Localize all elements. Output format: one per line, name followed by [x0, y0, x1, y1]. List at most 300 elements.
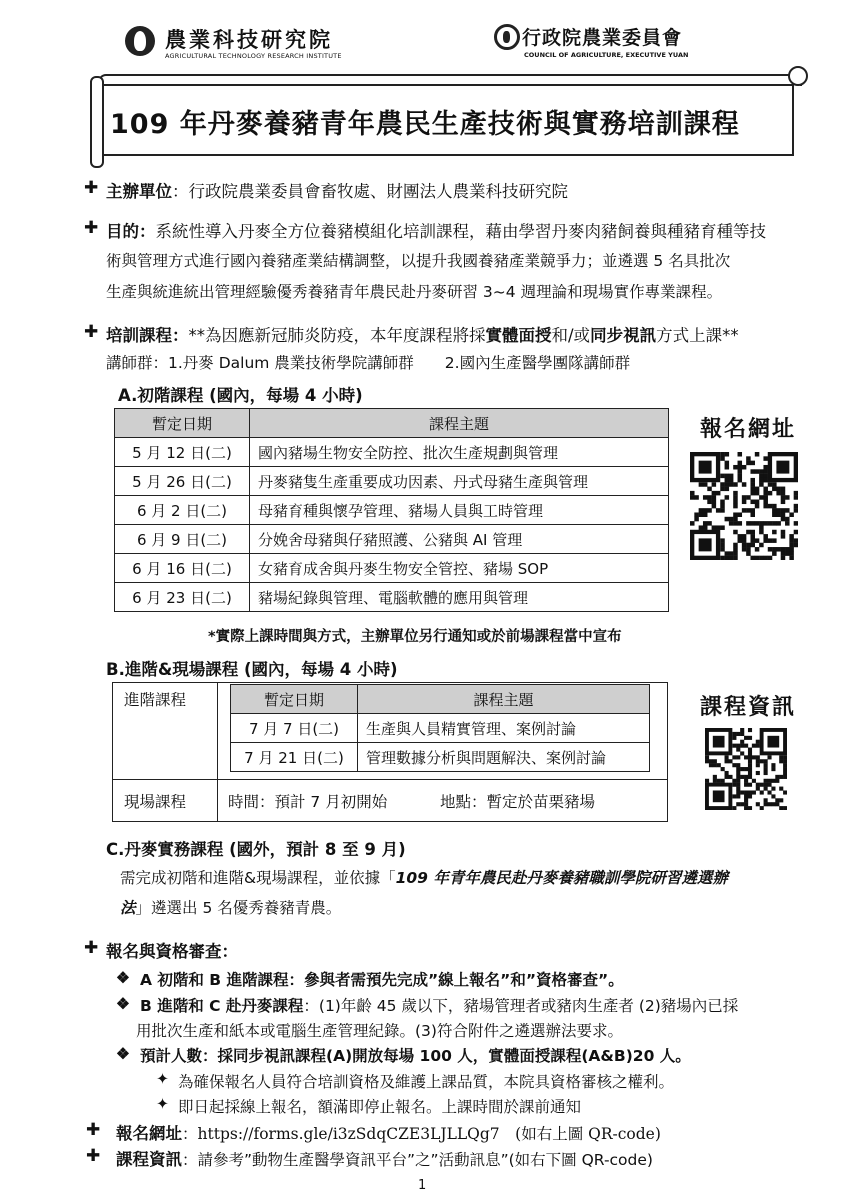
qr-module — [763, 465, 768, 470]
qr-module — [703, 525, 708, 530]
qr-module — [759, 525, 764, 530]
qr-module — [750, 491, 755, 496]
qr-finder-pattern — [713, 790, 725, 802]
qr-module — [736, 732, 740, 736]
qr-module — [738, 478, 743, 483]
qr-module — [729, 551, 734, 556]
qr-module — [733, 504, 738, 509]
table-row — [115, 438, 669, 467]
course-date: 7 月 21 日(二) — [231, 743, 358, 772]
course-a-date-header: 暫定日期 — [115, 409, 250, 438]
qr-module — [752, 790, 756, 794]
qr-module — [690, 521, 695, 526]
qr-module — [750, 500, 755, 505]
qr-module — [755, 556, 760, 560]
qr-module — [712, 482, 717, 487]
qr-module — [781, 534, 786, 539]
qr-module — [783, 806, 787, 810]
page-number: 1 — [418, 1178, 427, 1193]
qr-module — [767, 790, 771, 794]
qr-module — [725, 452, 730, 457]
qr-module — [725, 759, 729, 763]
qr-module — [742, 508, 747, 513]
qr-module — [736, 763, 740, 767]
qr-module — [789, 556, 794, 560]
qr-module — [771, 779, 775, 783]
qr-module — [750, 530, 755, 535]
qr-module — [720, 547, 725, 552]
qr-module — [732, 783, 736, 787]
qr-module — [720, 556, 725, 560]
coa-logo — [494, 22, 734, 64]
training-label: 培訓課程： — [106, 326, 189, 345]
qr-module — [789, 512, 794, 517]
qr-module — [776, 491, 781, 496]
qr-module — [750, 469, 755, 474]
qr-module — [750, 478, 755, 483]
qr-module — [756, 744, 760, 748]
table-row — [231, 714, 650, 743]
qr-module — [725, 465, 730, 470]
qr-module — [785, 517, 790, 522]
qr-module — [744, 744, 748, 748]
qr-module — [756, 787, 760, 791]
qr-module — [767, 802, 771, 806]
qr-module — [732, 806, 736, 810]
qr-module — [748, 755, 752, 759]
qr-module — [744, 767, 748, 771]
qr-module — [712, 525, 717, 530]
course-a-heading: A.初階課程 (國內，每場 4 小時) — [118, 386, 363, 405]
qr-module — [744, 755, 748, 759]
course-a-note: *實際上課時間與方式，主辦單位另行通知或於前場課程當中宣布 — [208, 629, 622, 645]
qr-module — [694, 517, 699, 522]
qr-module — [779, 798, 783, 802]
purpose-label: 目的： — [106, 222, 156, 241]
qr-module — [781, 547, 786, 552]
registration-item-1: A 初階和 B 進階課程：參與者需預先完成”線上報名”和”資格審查”。 — [140, 971, 624, 989]
qr-module — [750, 543, 755, 548]
qr-module — [716, 525, 721, 530]
qr-module — [748, 751, 752, 755]
qr-module — [794, 543, 798, 548]
qr-module — [699, 512, 704, 517]
qr-module — [744, 736, 748, 740]
qr-module — [752, 744, 756, 748]
qr-module — [752, 755, 756, 759]
qr-module — [772, 504, 777, 509]
qr-module — [768, 538, 773, 543]
organizer-line — [106, 178, 568, 202]
qr-module — [772, 487, 777, 492]
qr-module — [713, 759, 717, 763]
qr-module — [779, 806, 783, 810]
qr-module — [720, 456, 725, 461]
qr-module — [763, 538, 768, 543]
qr-module — [736, 783, 740, 787]
qr-module — [771, 794, 775, 798]
qr-module — [721, 767, 725, 771]
qr-module — [707, 521, 712, 526]
qr-module — [699, 482, 704, 487]
qr-module — [712, 495, 717, 500]
qr-module — [771, 767, 775, 771]
qr-module — [748, 794, 752, 798]
qr-module — [694, 495, 699, 500]
course-topic: 國內豬場生物安全防控、批次生產規劃與管理 — [250, 438, 669, 467]
info-text: ：請參考”動物生產醫學資訊平台”之”活動訊息”(如右下圖 QR-code) — [182, 1151, 653, 1169]
qr-module — [733, 495, 738, 500]
table-row — [115, 583, 669, 612]
qr-module — [729, 521, 734, 526]
qr-module — [707, 487, 712, 492]
course-topic: 分娩舍母豬與仔豬照護、公豬與 AI 管理 — [250, 525, 669, 554]
course-topic: 女豬育成舍與丹麥生物安全管控、豬場 SOP — [250, 554, 669, 583]
qr-module — [705, 779, 709, 783]
qr-module — [772, 538, 777, 543]
qr-module — [742, 482, 747, 487]
course-date: 6 月 9 日(二) — [115, 525, 250, 554]
qr-module — [760, 783, 764, 787]
qr-module — [740, 802, 744, 806]
qr-module — [720, 452, 725, 457]
qr-module — [744, 806, 748, 810]
coa-english-name: COUNCIL OF AGRICULTURE, EXECUTIVE YUAN — [524, 51, 689, 59]
qr-module — [768, 491, 773, 496]
qr-module — [709, 763, 713, 767]
registration-heading: 報名與資格審查： — [106, 942, 238, 961]
qr-module — [756, 759, 760, 763]
qr-module — [755, 538, 760, 543]
qr-module — [736, 794, 740, 798]
qr-module — [738, 469, 743, 474]
qr-module — [738, 452, 743, 457]
signup-line — [116, 1120, 661, 1144]
qr-module — [732, 779, 736, 783]
course-c-regulation-title: 109 年青年農民赴丹麥養豬職訓學院研習遴選辦 — [395, 869, 728, 887]
qr-module — [772, 530, 777, 535]
qr-module — [776, 508, 781, 513]
qr-module — [732, 794, 736, 798]
qr-module — [740, 744, 744, 748]
course-c-regulation-title-end: 法 — [120, 899, 136, 917]
qr-module — [725, 495, 730, 500]
qr-module — [744, 798, 748, 802]
qr-module — [738, 474, 743, 479]
diamond-icon: ❖ — [116, 994, 130, 1013]
signup-bullet-icon: ✚ — [86, 1120, 101, 1140]
qr-module — [781, 491, 786, 496]
qr-module — [779, 787, 783, 791]
qr-module — [736, 771, 740, 775]
course-topic: 生產與人員精實管理、案例討論 — [358, 714, 650, 743]
qr-finder-pattern — [713, 736, 725, 748]
qr-module — [750, 508, 755, 513]
course-b-table — [230, 684, 650, 772]
registration-item-3: 預計人數：採同步視訊課程(A)開放每場 100 人，實體面授課程(A&B)20 人。 — [140, 1047, 691, 1065]
qr-module — [776, 547, 781, 552]
qr-module — [756, 763, 760, 767]
qr-module — [736, 755, 740, 759]
ati-english-name: AGRICULTURAL TECHNOLOGY RESEARCH INSTITUTE — [165, 52, 342, 60]
qr-module — [764, 759, 768, 763]
qr-module — [742, 543, 747, 548]
qr-module — [703, 512, 708, 517]
title-frame — [90, 84, 794, 156]
registration-item-2 — [140, 994, 738, 1016]
qr-module — [699, 525, 704, 530]
qr-module — [733, 551, 738, 556]
qr-module — [725, 755, 729, 759]
qr-module — [725, 482, 730, 487]
table-row — [231, 743, 650, 772]
qr-module — [794, 538, 798, 543]
qr-module — [772, 508, 777, 513]
qr-module — [736, 790, 740, 794]
ati-name: 農業科技研究院 — [165, 27, 333, 52]
qr-module — [705, 759, 709, 763]
qr-module — [759, 482, 764, 487]
qr-module — [720, 474, 725, 479]
qr-module — [783, 763, 787, 767]
qr-module — [752, 779, 756, 783]
qr-module — [740, 740, 744, 744]
course-date: 6 月 16 日(二) — [115, 554, 250, 583]
qr-module — [703, 482, 708, 487]
qr-module — [789, 534, 794, 539]
qr-module — [720, 543, 725, 548]
course-b-date-header: 暫定日期 — [231, 685, 358, 714]
qr-module — [764, 787, 768, 791]
qr-module — [713, 779, 717, 783]
qr-module — [755, 547, 760, 552]
qr-module — [785, 547, 790, 552]
table-row — [115, 496, 669, 525]
qr-module — [742, 465, 747, 470]
qr-module — [779, 759, 783, 763]
qr-module — [785, 551, 790, 556]
ati-logo — [125, 22, 355, 64]
qr-module — [720, 504, 725, 509]
qr-module — [781, 508, 786, 513]
course-c-text-post: 」遴選出 5 名優秀養豬青農。 — [135, 899, 342, 917]
qr-module — [725, 474, 730, 479]
qr-module — [746, 461, 751, 466]
training-note-pre: **為因應新冠肺炎防疫，本年度課程將採 — [188, 326, 486, 345]
qr-module — [742, 500, 747, 505]
qr-module — [733, 512, 738, 517]
diamond-icon: ❖ — [116, 1044, 130, 1063]
qr-module — [736, 744, 740, 748]
qr-module — [755, 504, 760, 509]
title-banner — [90, 70, 802, 158]
course-a-topic-header: 課程主題 — [250, 409, 669, 438]
qr-module — [742, 538, 747, 543]
registration-item-2-text: ：(1)年齡 45 歲以下，豬場管理者或豬肉生產者 (2)豬場內已採 — [303, 997, 739, 1015]
qr-module — [779, 775, 783, 779]
qr-module — [733, 465, 738, 470]
qr-module — [732, 732, 736, 736]
registration-sub-1: 為確保報名人員符合培訓資格及維護上課品質，本院具資格審核之權利。 — [178, 1073, 675, 1091]
qr-module — [712, 491, 717, 496]
lecturers-line: 講師群：1.丹麥 Dalum 農業技術學院講師群 2.國內生產醫學團隊講師群 — [106, 354, 631, 372]
signup-qr-code[interactable] — [690, 452, 798, 560]
qr-module — [763, 474, 768, 479]
qr-module — [771, 787, 775, 791]
purpose-line-3: 生產與統進統出管理經驗優秀養豬青年農民赴丹麥研習 3~4 週理論和現場實作專業課程。 — [106, 283, 723, 301]
qr-module — [789, 551, 794, 556]
course-topic: 管理數據分析與問題解決、案例討論 — [358, 743, 650, 772]
qr-module — [744, 794, 748, 798]
qr-module — [729, 478, 734, 483]
qr-module — [781, 530, 786, 535]
advanced-course-label: 進階課程 — [124, 691, 187, 709]
qr-module — [720, 508, 725, 513]
training-note-post: 方式上課** — [656, 326, 739, 345]
qr-module — [748, 783, 752, 787]
qr-module — [703, 508, 708, 513]
qr-module — [789, 547, 794, 552]
course-date: 7 月 7 日(二) — [231, 714, 358, 743]
qr-module — [783, 775, 787, 779]
qr-module — [733, 500, 738, 505]
qr-module — [783, 755, 787, 759]
qr-module — [755, 500, 760, 505]
qr-module — [740, 732, 744, 736]
registration-sub-2: 即日起採線上報名，額滿即停止報名。上課時間於課前通知 — [178, 1098, 582, 1116]
course-b-heading: B.進階&現場課程 (國內，每場 4 小時) — [106, 660, 398, 679]
qr-module — [794, 491, 798, 496]
course-c-line-2 — [120, 896, 341, 918]
qr-module — [756, 802, 760, 806]
qr-module — [746, 543, 751, 548]
qr-module — [771, 802, 775, 806]
qr-module — [748, 790, 752, 794]
info-qr-code[interactable] — [705, 728, 787, 810]
qr-module — [750, 556, 755, 560]
qr-module — [716, 508, 721, 513]
qr-module — [744, 790, 748, 794]
course-c-text-pre: 需完成初階和進階&現場課程，並依據「 — [120, 869, 396, 887]
qr-module — [733, 521, 738, 526]
qr-module — [732, 744, 736, 748]
qr-module — [742, 547, 747, 552]
qr-module — [725, 461, 730, 466]
course-c-heading: C.丹麥實務課程 (國外，預計 8 至 9 月) — [106, 840, 406, 859]
qr-module — [763, 500, 768, 505]
table-row — [115, 554, 669, 583]
qr-module — [746, 530, 751, 535]
qr-module — [775, 798, 779, 802]
registration-item-2-line-2: 用批次生產和紙本或電腦生產管理紀錄。(3)符合附件之遴選辦法要求。 — [136, 1022, 623, 1040]
qr-module — [736, 787, 740, 791]
qr-module — [763, 469, 768, 474]
qr-module — [736, 748, 740, 752]
qr-module — [759, 543, 764, 548]
coa-name: 行政院農業委員會 — [522, 27, 683, 49]
qr-module — [759, 469, 764, 474]
registration-bullet-icon: ✚ — [84, 938, 99, 958]
qr-module — [744, 783, 748, 787]
qr-module — [794, 530, 798, 535]
qr-module — [763, 491, 768, 496]
qr-module — [740, 790, 744, 794]
purpose-text-1: 系統性導入丹麥全方位養豬模組化培訓課程，藉由學習丹麥肉豬飼養與種豬育種等技 — [155, 222, 766, 241]
qr-module — [707, 508, 712, 513]
qr-module — [768, 521, 773, 526]
qr-module — [763, 504, 768, 509]
qr-module — [775, 775, 779, 779]
course-b-divider-h — [113, 779, 667, 780]
qr-module — [748, 775, 752, 779]
qr-module — [742, 495, 747, 500]
qr-module — [764, 783, 768, 787]
qr-module — [740, 775, 744, 779]
qr-module — [746, 456, 751, 461]
coa-emblem-icon — [494, 24, 520, 50]
qr-module — [733, 517, 738, 522]
qr-module — [733, 543, 738, 548]
qr-module — [746, 508, 751, 513]
qr-module — [783, 790, 787, 794]
qr-module — [744, 802, 748, 806]
training-bullet-icon: ✚ — [84, 322, 99, 342]
qr-module — [728, 759, 732, 763]
qr-module — [748, 736, 752, 740]
scroll-roll-icon — [788, 66, 808, 86]
qr-module — [785, 521, 790, 526]
qr-module — [764, 771, 768, 775]
signup-url-link[interactable]: ：https://forms.gle/i3zSdqCZE3LJLLQg7 (如右上圖 QR-code) — [182, 1125, 661, 1143]
field-course-time: 時間：預計 7 月初開始 — [228, 793, 388, 811]
qr-module — [744, 775, 748, 779]
qr-module — [736, 767, 740, 771]
qr-module — [764, 798, 768, 802]
info-qr-label: 課程資訊 — [700, 695, 797, 720]
qr-module — [756, 755, 760, 759]
qr-module — [764, 767, 768, 771]
qr-finder-pattern — [699, 538, 712, 551]
qr-module — [781, 556, 786, 560]
qr-module — [746, 521, 751, 526]
qr-module — [781, 487, 786, 492]
training-line — [106, 322, 739, 346]
qr-module — [759, 521, 764, 526]
qr-module — [785, 508, 790, 513]
qr-module — [707, 495, 712, 500]
qr-module — [763, 521, 768, 526]
course-date: 5 月 26 日(二) — [115, 467, 250, 496]
qr-module — [720, 500, 725, 505]
qr-module — [768, 504, 773, 509]
qr-module — [725, 771, 729, 775]
qr-module — [720, 525, 725, 530]
training-note-video: 同步視訊 — [590, 326, 657, 345]
qr-module — [746, 547, 751, 552]
course-date: 6 月 2 日(二) — [115, 496, 250, 525]
qr-module — [707, 500, 712, 505]
qr-module — [748, 748, 752, 752]
training-note-inperson: 實體面授 — [485, 326, 552, 345]
qr-module — [748, 759, 752, 763]
registration-item-2-label: B 進階和 C 赴丹麥課程 — [140, 997, 304, 1015]
qr-module — [781, 500, 786, 505]
qr-module — [785, 495, 790, 500]
qr-module — [738, 521, 743, 526]
qr-module — [750, 482, 755, 487]
qr-module — [768, 547, 773, 552]
qr-module — [690, 491, 695, 496]
